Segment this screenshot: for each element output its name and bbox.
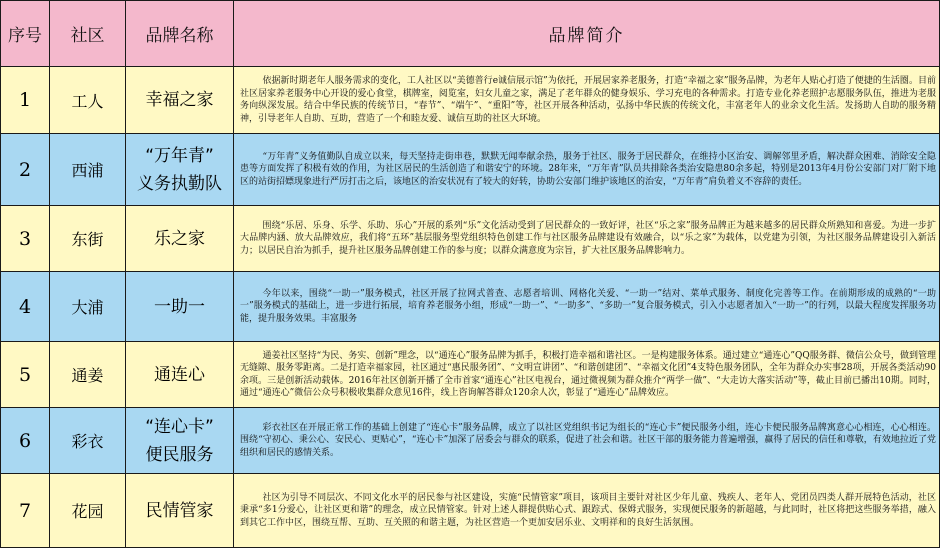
row-description bbox=[234, 272, 940, 342]
row-description bbox=[234, 408, 940, 474]
row-community: 西浦 bbox=[50, 134, 126, 206]
row-brand bbox=[126, 272, 234, 342]
row-community: 东街 bbox=[50, 206, 126, 272]
row-brand bbox=[126, 134, 234, 206]
row-brand bbox=[126, 474, 234, 548]
row-description bbox=[234, 206, 940, 272]
row-description bbox=[234, 342, 940, 408]
row-seq: 5 bbox=[1, 342, 50, 408]
table-row bbox=[1, 67, 940, 134]
row-community: 大浦 bbox=[50, 272, 126, 342]
table-row bbox=[1, 474, 940, 548]
description-text: 围绕“乐居、乐身、乐学、乐助、乐心”开展的系列“乐”文化活动受到了居民群众的一致好评，社区“乐之家”服务品牌正为越来越多的居民群众所熟知和喜爱。为进一步扩大品牌内涵、放大品牌效应，我们将“五环”基层服务型党组织特色创建工作与社区服务品牌建设有效融合，以“乐之家”为载体，以党建为引领，为社区服务品牌建设引入新活力；以居民自治为抓手，提升社区服务品牌创建工作的参与度；以群众满意度为宗旨，扩大社区服务品牌影响力。 bbox=[240, 220, 936, 256]
brand-line: 义务执勤队 bbox=[137, 173, 222, 194]
row-community: 彩衣 bbox=[50, 408, 126, 474]
row-description bbox=[234, 474, 940, 548]
header-row bbox=[1, 1, 940, 67]
header-description: 品牌简介 bbox=[234, 1, 940, 67]
table-row bbox=[1, 272, 940, 342]
brand-line: 民情管家 bbox=[145, 500, 214, 521]
row-seq: 3 bbox=[1, 206, 50, 272]
description-text: 社区为引导不同层次、不同文化水平的居民参与社区建设，实施“民情管家”项目，该项目主要针对社区少年儿童、残疾人、老年人、党团员四类人群开展特色活动，社区秉承“多1分爱心，让社区更和谐”的理念，成立民情管家。针对上述人群提供贴心式、跟踪式、保姆式服务，实现便民服务的新超越，与此同时，社区将把这些服务举措，融入到其它工作中区，围绕互帮、互助、互关照的和谐主题，为社区营造一个更加安居乐业、文明祥和的良好生活氛围。 bbox=[240, 492, 936, 528]
brand-line: 一助一 bbox=[154, 296, 205, 317]
row-community: 工人 bbox=[50, 67, 126, 134]
description-text: 依据新时期老年人服务需求的变化，工人社区以“美德普行e诚信展示馆”为依托，开展居家养老服务，打造“幸福之家”服务品牌，为老年人贴心打造了便捷的生活圈。目前社区居家养老服务中心开设的爱心食堂，棋牌室，阅览室，妇女儿童之家，满足了老年群众的健身娱乐、学习充电的各种需求。打造专业化养老照护志愿服务队伍，推进为老服务向纵深发展。结合中华民族的传统节日，“春节”、“端午”、“重阳”等，社区开展各种活动，弘扬中华民族的传统文化，丰富老年人的业余文化生活。发扬助人自助的服务精神，引导老年人自助、互助，营造了一个和睦友爱、诚信互助的社区大环境。 bbox=[240, 76, 936, 124]
row-brand bbox=[126, 342, 234, 408]
description-text: “万年青”义务值勤队自成立以来，每天坚持走街串巷，默默无闻奉献余热，服务于社区、服务于居民群众，在维持小区治安、调解邻里矛盾，解决群众困难、消除安全隐患等方面发挥了积极有效的作用，为社区居民的生活创造了和谐安宁的环境。28年来，“万年青”队员共排除各类治安隐患80余多起，特别是2013年4月份公安部门对厂附下地区的站街招嫖现象进行严厉打击之后，该地区的治安状况有了较大的好转，协助公安部门维护该地区的治安，“万年青”肩负着义不容辞的责任。 bbox=[240, 151, 936, 187]
description-text: 今年以来，围绕“一助一”服务模式，社区开展了拉网式普查、志愿者培训、网格化关爱、“一助一”结对、菜单式服务、制度化完善等工作。在前期形成的成熟的“一助一”服务模式的基础上，进一步进行拓展，培育养老服务小组，形成“一助一”、“一助多”、“多助一”复合服务模式，引入小志愿者加入“一助一”的行列，以最大程度发挥服务功能，提升服务效果。丰富服务 bbox=[240, 288, 936, 324]
row-brand bbox=[126, 67, 234, 134]
row-community: 通姜 bbox=[50, 342, 126, 408]
brand-line: “万年青” bbox=[145, 145, 214, 166]
description-text: 彩衣社区在开展正常工作的基础上创建了“连心卡”服务品牌，成立了以社区党组织书记为组长的“连心卡”便民服务小组，连心卡便民服务品牌寓意心心相连，心心相连。围绕“守初心、秉公心、安民心、更贴心”，“连心卡”加深了居委会与群众的联系，促进了社会和谐。社区干部的服务能力普遍增强，赢得了居民的信任和尊敬，有效地拉近了党组织和居民的感情关系。 bbox=[240, 422, 936, 458]
brand-line: 乐之家 bbox=[154, 228, 205, 249]
table-row bbox=[1, 342, 940, 408]
row-seq: 4 bbox=[1, 272, 50, 342]
row-description bbox=[234, 67, 940, 134]
row-description bbox=[234, 134, 940, 206]
row-brand bbox=[126, 206, 234, 272]
header-seq: 序号 bbox=[1, 1, 50, 67]
brand-line: 通连心 bbox=[154, 364, 205, 385]
brand-line: 幸福之家 bbox=[145, 90, 214, 110]
table-row bbox=[1, 408, 940, 474]
row-community: 花园 bbox=[50, 474, 126, 548]
row-seq: 6 bbox=[1, 408, 50, 474]
row-brand bbox=[126, 408, 234, 474]
description-text: 通姜社区坚持“为民、务实、创新”理念，以“通连心”服务品牌为抓手，积极打造幸福和谐社区。一是构建服务体系。通过建立“通连心”QQ服务群、微信公众号，做到管理无缝隙、服务零距离。二是打造幸福家园，社区通过“惠民服务团”、“文明宣讲团”、“和谐创建团”、“幸福文化团”4支特色服务团队，全年为群众办实事28项，开展各类活动90余项。三是创新活动载体。2016年社区创新开播了全市首家“通连心”社区电视台，通过微视频为群众推介“两学一做”、“大走访大落实活动”等，截止目前已播出10期。同时，通过“通连心”微信公众号积极收集群众意见16件，线上咨询解答群众120余人次，彰显了“通连心”品牌效应。 bbox=[240, 350, 936, 398]
brand-line: “连心卡” bbox=[145, 416, 214, 437]
table-row bbox=[1, 206, 940, 272]
row-seq: 2 bbox=[1, 134, 50, 206]
header-community: 社区 bbox=[50, 1, 126, 67]
row-seq: 1 bbox=[1, 67, 50, 134]
header-brand: 品牌名称 bbox=[126, 1, 234, 67]
table-row bbox=[1, 134, 940, 206]
brand-line: 便民服务 bbox=[145, 444, 214, 465]
row-seq: 7 bbox=[1, 474, 50, 548]
